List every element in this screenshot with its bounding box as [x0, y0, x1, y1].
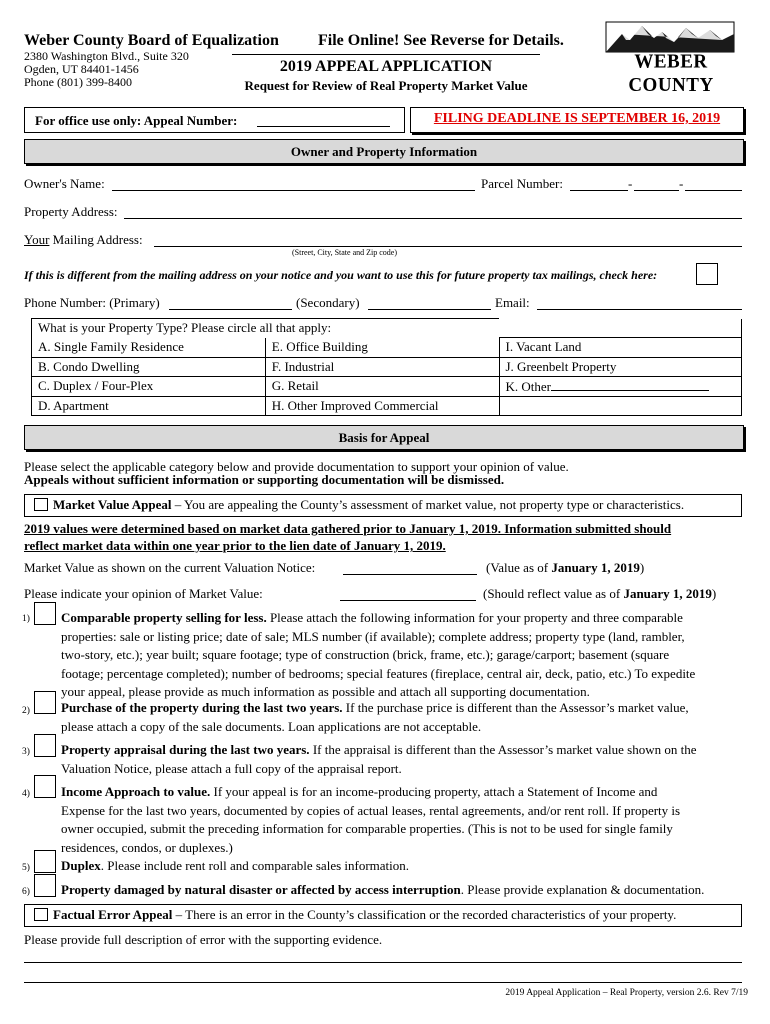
option-1-line: properties: sale or listing price; date of sale; MLS number (if available); complete address; property type (land, rambler, — [61, 628, 685, 644]
property-type-other-field[interactable] — [551, 378, 709, 391]
property-type-option[interactable]: A. Single Family Residence — [32, 338, 266, 358]
property-type-option[interactable]: D. Apartment — [32, 396, 266, 416]
property-type-other-cell[interactable] — [499, 377, 742, 397]
parcel-dash-1: - — [628, 176, 633, 191]
option-3-line-1: If the appraisal is different than the Assessor’s market value shown on the — [309, 742, 697, 757]
mailing-your: Your — [24, 232, 50, 247]
property-address-label: Property Address: — [24, 204, 118, 219]
option-6-title: Property damaged by natural disaster or affected by access interruption — [61, 882, 461, 897]
property-type-other-label: K. Other — [505, 378, 551, 394]
appeal-number-field[interactable] — [257, 126, 390, 127]
property-type-option[interactable]: G. Retail — [265, 377, 499, 397]
address-format-hint: (Street, City, State and Zip code) — [292, 248, 398, 257]
property-type-option[interactable]: C. Duplex / Four-Plex — [32, 377, 266, 397]
property-type-row — [32, 338, 742, 358]
option-1-line: your appeal, please provide as much information as possible and attach all supporting documentation. — [61, 684, 590, 699]
property-type-row — [32, 396, 742, 416]
property-type-option — [499, 396, 742, 416]
market-value-appeal-text — [53, 497, 684, 513]
option-4-line: owner occupied, submit the preceding information for comparable properties. (This is not to be used for single family — [61, 821, 673, 836]
option-3-title: Property appraisal during the last two years. — [61, 742, 310, 757]
opinion-value-label: Please indicate your opinion of Market Value: — [24, 586, 263, 601]
file-online-notice: File Online! See Reverse for Details. — [318, 32, 564, 49]
parcel-number-label: Parcel Number: — [481, 176, 563, 191]
email-field[interactable] — [537, 309, 742, 310]
logo-wordmark: WEBER COUNTY — [628, 50, 714, 97]
option-2-text — [61, 699, 751, 736]
option-1-number: 1) — [22, 614, 30, 624]
option-1-line: footage; percentage completed); number of bedrooms; special features (fireplace, central air, deck, patio, etc.) To expedite — [61, 665, 696, 681]
mailing-change-note: If this is different from the mailing address on your notice and you want to use this for future property tax mailings, check here: — [24, 268, 658, 282]
factual-error-appeal-label: Factual Error Appeal — [53, 907, 173, 922]
notice-value-label: Market Value as shown on the current Valuation Notice: — [24, 560, 316, 575]
property-type-question-spacer — [499, 319, 742, 338]
option-5-number: 5) — [22, 863, 30, 873]
basis-intro-warning: Appeals without sufficient information or supporting documentation will be dismissed. — [24, 472, 505, 487]
property-type-option[interactable]: E. Office Building — [265, 338, 499, 358]
email-label: Email: — [495, 295, 530, 310]
owner-name-field[interactable] — [112, 190, 475, 191]
property-type-row — [32, 357, 742, 377]
notice-date: January 1, 2019 — [551, 560, 640, 575]
factual-error-appeal-text — [53, 907, 676, 923]
filing-deadline: FILING DEADLINE IS SEPTEMBER 16, 2019 — [433, 111, 721, 126]
phone-primary-field[interactable] — [169, 309, 292, 310]
office-use-box — [24, 107, 405, 133]
basis-section-header: Basis for Appeal — [24, 425, 744, 450]
option-4-number: 4) — [22, 789, 30, 799]
option-6-number: 6) — [22, 887, 30, 897]
notice-value-date — [486, 560, 644, 576]
option-3-checkbox[interactable] — [34, 734, 56, 757]
factual-error-appeal-box — [24, 904, 742, 927]
error-description-label: Please provide full description of error with the supporting evidence. — [24, 932, 383, 947]
opinion-date-suffix: ) — [711, 586, 717, 601]
option-2-line: please attach a copy of the sale documents. Loan applications are not acceptable. — [61, 718, 482, 734]
org-address — [24, 50, 189, 89]
parcel-number-field-2[interactable] — [634, 190, 679, 191]
title-divider — [232, 54, 540, 55]
org-name: Weber County Board of Equalization — [24, 32, 279, 49]
option-6-text — [61, 881, 761, 900]
option-6-line-1: . Please provide explanation & documentation. — [460, 882, 705, 897]
property-type-row — [32, 377, 742, 397]
property-type-table — [31, 318, 742, 416]
market-value-appeal-desc: – You are appealing the County’s assessment of market value, not property type or characteristics. — [171, 497, 685, 512]
market-value-appeal-checkbox[interactable] — [34, 498, 48, 511]
market-value-appeal-label: Market Value Appeal — [53, 497, 172, 512]
option-1-title: Comparable property selling for less. — [61, 610, 267, 625]
option-4-text — [61, 783, 751, 857]
property-type-option[interactable]: H. Other Improved Commercial — [265, 396, 499, 416]
option-1-text — [61, 609, 751, 702]
notice-date-suffix: ) — [639, 560, 645, 575]
notice-value-field[interactable] — [343, 574, 477, 575]
basis-intro: Please select the applicable category below and provide documentation to support your opinion of value. — [24, 459, 569, 474]
parcel-dash-2: - — [679, 176, 684, 191]
opinion-value-date — [483, 586, 716, 602]
property-type-option[interactable]: B. Condo Dwelling — [32, 357, 266, 377]
error-description-field-1[interactable] — [24, 962, 742, 963]
mailing-address-label — [24, 232, 143, 248]
mailing-change-checkbox[interactable] — [696, 263, 718, 285]
mailing-address-field[interactable] — [154, 246, 742, 247]
mailing-rest: Mailing Address: — [49, 232, 143, 247]
phone-secondary-label: (Secondary) — [296, 295, 360, 310]
option-2-title: Purchase of the property during the last two years. — [61, 700, 343, 715]
option-2-checkbox[interactable] — [34, 691, 56, 714]
option-5-checkbox[interactable] — [34, 850, 56, 873]
market-value-appeal-box — [24, 494, 742, 517]
org-address-line-2: Ogden, UT 84401-1456 — [24, 62, 139, 76]
notice-date-prefix: (Value as of — [486, 560, 552, 575]
owner-name-label: Owner's Name: — [24, 176, 105, 191]
weber-county-logo — [600, 20, 740, 97]
option-1-line-1: Please attach the following information for your property and three comparable — [266, 610, 683, 625]
option-4-line-1: If your appeal is for an income-producing property, attach a Statement of Income and — [210, 784, 658, 799]
deadline-box — [410, 107, 744, 133]
option-4-line: residences, condos, or duplexes.) — [61, 839, 233, 855]
opinion-value-field[interactable] — [340, 600, 476, 601]
option-4-line: Expense for the last two years, documented by copies of actual leases, rental agreements, and/or rent roll. If property is — [61, 802, 681, 818]
option-6-checkbox[interactable] — [34, 874, 56, 897]
option-1-line: two-story, etc.); year built; square footage; type of construction (brick, frame, etc.); garage/carport; basement (square — [61, 647, 670, 662]
phone-secondary-field[interactable] — [368, 309, 491, 310]
market-note-line-2: reflect market data within one year prior to the lien date of January 1, 2019. — [24, 538, 446, 553]
form-subtitle: Request for Review of Real Property Market Value — [244, 78, 528, 93]
property-type-option[interactable]: F. Industrial — [265, 357, 499, 377]
option-5-text — [61, 857, 751, 876]
market-note-line-1: 2019 values were determined based on market data gathered prior to January 1, 2019. Information submitted should — [24, 521, 672, 536]
property-type-question-row — [32, 319, 742, 338]
factual-error-appeal-checkbox[interactable] — [34, 908, 48, 921]
property-type-option[interactable]: J. Greenbelt Property — [499, 357, 742, 377]
phone-primary-label: Phone Number: (Primary) — [24, 295, 160, 310]
option-5-line-1: . Please include rent roll and comparable sales information. — [100, 858, 410, 873]
opinion-date-prefix: (Should reflect value as of — [483, 586, 624, 601]
property-type-question: What is your Property Type? Please circle all that apply: — [32, 319, 500, 338]
form-title: 2019 APPEAL APPLICATION — [279, 58, 493, 75]
footer-version: 2019 Appeal Application – Real Property, version 2.6. Rev 7/19 — [505, 988, 748, 998]
option-3-number: 3) — [22, 747, 30, 757]
option-1-checkbox[interactable] — [34, 602, 56, 625]
option-5-title: Duplex — [61, 858, 101, 873]
property-address-field[interactable] — [124, 218, 742, 219]
parcel-number-field-1[interactable] — [570, 190, 628, 191]
parcel-number-field-3[interactable] — [685, 190, 742, 191]
error-description-field-2[interactable] — [24, 982, 742, 983]
option-3-line: Valuation Notice, please attach a full copy of the appraisal report. — [61, 760, 402, 776]
option-2-number: 2) — [22, 706, 30, 716]
factual-error-appeal-desc: – There is an error in the County’s classification or the recorded characteristics of your property. — [172, 907, 677, 922]
org-address-line-1: 2380 Washington Blvd., Suite 320 — [24, 49, 189, 63]
option-4-checkbox[interactable] — [34, 775, 56, 798]
owner-section-header: Owner and Property Information — [24, 139, 744, 164]
office-use-label: For office use only: Appeal Number: — [35, 113, 238, 128]
option-4-title: Income Approach to value. — [61, 784, 211, 799]
property-type-option[interactable]: I. Vacant Land — [499, 338, 742, 358]
option-3-text — [61, 741, 751, 778]
opinion-date: January 1, 2019 — [623, 586, 712, 601]
option-2-line-1: If the purchase price is different than the Assessor’s market value, — [342, 700, 689, 715]
org-phone: Phone (801) 399-8400 — [24, 75, 132, 89]
